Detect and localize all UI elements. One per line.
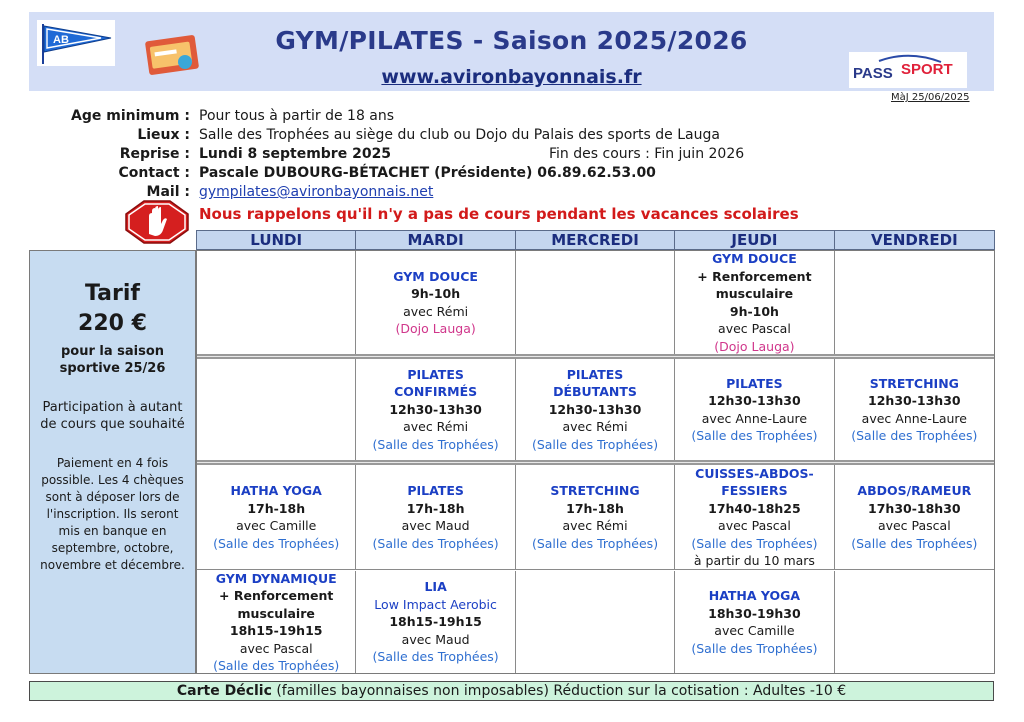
- course-name: PILATES: [407, 483, 464, 498]
- course-coach: avec Rémi: [403, 419, 469, 435]
- course-coach: avec Anne-Laure: [701, 410, 808, 426]
- course-location: (Salle des Trophées): [372, 649, 499, 665]
- course-gym-dynamique: [197, 571, 356, 673]
- cell-vendredi-evening-2: [835, 571, 994, 673]
- tarif-title: Tarif: [85, 281, 140, 306]
- course-name: ABDOS/RAMEUR: [857, 483, 972, 498]
- course-time: 17h40-18h25: [708, 500, 801, 516]
- course-pilates-debutants: [516, 359, 675, 460]
- course-extra: + Renforcement: [219, 588, 334, 603]
- cell-lundi-midday: [197, 359, 356, 460]
- schedule-row-midday: [197, 359, 994, 460]
- course-name-cont: FESSIERS: [721, 483, 788, 498]
- course-cuisses-abdos-fessiers: [675, 465, 834, 569]
- cell-vendredi-morning: [835, 251, 994, 354]
- age-value: Pour tous à partir de 18 ans: [199, 108, 395, 124]
- course-location: (Salle des Trophées): [851, 535, 978, 551]
- course-level: CONFIRMÉS: [394, 384, 478, 400]
- carte-declic-label: Carte Déclic: [176, 683, 272, 699]
- course-name: STRETCHING: [869, 375, 959, 391]
- lieux-value: Salle des Trophées au siège du club ou Dojo du Palais des sports de Lauga: [199, 127, 720, 143]
- course-coach: avec Rémi: [562, 518, 628, 533]
- course-coach: avec Pascal: [877, 518, 951, 533]
- lieux-label: Lieux :: [137, 127, 190, 143]
- course-time: 17h-18h: [566, 500, 624, 516]
- page-title: GYM/PILATES - Saison 2025/2026: [275, 26, 748, 55]
- course-name: GYM DOUCE: [712, 251, 797, 266]
- course-start-note: à partir du 10 mars: [693, 553, 815, 568]
- reprise-label: Reprise :: [119, 146, 190, 162]
- day-header-lundi: LUNDI: [197, 231, 356, 249]
- course-location: (Salle des Trophées): [691, 428, 818, 443]
- carte-declic-footer: [29, 681, 994, 701]
- contact-value: Pascale DUBOURG-BÉTACHET (Présidente) 06.89.62.53.00: [199, 165, 656, 181]
- course-name: STRETCHING: [550, 483, 640, 498]
- course-name: GYM DOUCE: [393, 268, 478, 284]
- course-name: GYM DYNAMIQUE: [215, 570, 337, 586]
- tarif-price: 220 €: [78, 311, 147, 336]
- course-time: 9h-10h: [729, 303, 779, 319]
- stop-hand-icon: [125, 200, 189, 244]
- reprise-value: Lundi 8 septembre 2025: [199, 146, 392, 162]
- pass-sport-logo: [849, 52, 967, 88]
- course-level: DÉBUTANTS: [553, 384, 637, 400]
- tarif-panel: [29, 250, 196, 674]
- course-location: (Dojo Lauga): [395, 321, 476, 336]
- course-time: 18h15-19h15: [389, 614, 482, 630]
- course-coach: avec Maud: [401, 518, 470, 533]
- age-label: Age minimum :: [71, 108, 190, 124]
- tarif-participation: Participation à autant de cours que souhaité: [40, 400, 185, 432]
- course-stretching-vendredi: [835, 359, 994, 460]
- course-time: 12h30-13h30: [548, 401, 642, 417]
- cell-mercredi-evening-2: [516, 571, 675, 673]
- holiday-notice: Nous rappelons qu'il n'y a pas de cours pendant les vacances scolaires: [199, 205, 799, 223]
- schedule-row-morning: [197, 251, 994, 354]
- course-coach: avec Camille: [714, 623, 795, 638]
- fin-des-cours: Fin des cours : Fin juin 2026: [549, 146, 745, 162]
- course-pilates-jeudi: [675, 359, 834, 460]
- course-name: CUISSES-ABDOS-: [695, 465, 814, 481]
- course-location: (Salle des Trophées): [213, 658, 340, 673]
- tarif-payment: Paiement en 4 fois possible. Les 4 chèques sont à déposer lors de l'inscription. Ils seront mis en banque en septembre, octobre, novembre et décembre.: [40, 456, 185, 572]
- tarif-season-line1: pour la saison: [60, 344, 165, 359]
- day-header-jeudi: JEUDI: [675, 231, 834, 249]
- course-coach: avec Camille: [236, 518, 317, 533]
- course-subtitle: Low Impact Aerobic: [374, 596, 497, 612]
- course-name: LIA: [424, 579, 447, 595]
- course-location: (Salle des Trophées): [691, 640, 818, 656]
- course-hatha-yoga-jeudi: [675, 571, 834, 673]
- course-location: (Salle des Trophées): [372, 436, 499, 452]
- update-date: MàJ 25/06/2025: [891, 92, 970, 103]
- info-labels: [38, 107, 190, 202]
- website-link[interactable]: www.avironbayonnais.fr: [381, 66, 642, 88]
- course-hatha-yoga-lundi: [197, 465, 356, 569]
- course-time: 9h-10h: [411, 286, 461, 301]
- course-coach: avec Pascal: [239, 640, 313, 656]
- course-time: 17h-18h: [406, 500, 465, 516]
- course-extra: musculaire: [237, 605, 315, 621]
- course-coach: avec Rémi: [403, 303, 469, 319]
- course-name: HATHA YOGA: [230, 483, 322, 498]
- svg-text:AB: AB: [53, 34, 69, 46]
- course-time: 12h30-13h30: [389, 401, 482, 417]
- svg-text:SPORT: SPORT: [901, 61, 953, 78]
- course-coach: avec Rémi: [562, 419, 628, 435]
- course-pilates-confirmes: [356, 359, 515, 460]
- header-band: [29, 12, 994, 91]
- day-header-mardi: MARDI: [356, 231, 515, 249]
- course-name: PILATES: [726, 375, 783, 391]
- schedule-row-evening-2: [197, 571, 994, 673]
- course-extra: + Renforcement: [697, 268, 812, 284]
- course-time: 17h-18h: [247, 500, 306, 516]
- contact-label: Contact :: [118, 165, 190, 181]
- course-lia: [356, 571, 515, 673]
- day-header-mercredi: MERCREDI: [516, 231, 675, 249]
- course-location: (Salle des Trophées): [691, 535, 818, 551]
- course-time: 12h30-13h30: [868, 393, 961, 408]
- svg-text:PASS: PASS: [853, 65, 893, 82]
- course-location: (Salle des Trophées): [213, 535, 340, 551]
- cell-mercredi-morning: [516, 251, 675, 354]
- info-values: [199, 107, 745, 202]
- course-location: (Salle des Trophées): [531, 535, 659, 551]
- schedule-grid: [196, 250, 995, 674]
- course-time: 18h15-19h15: [229, 623, 323, 638]
- carte-declic-text: (familles bayonnaises non imposables) Réduction sur la cotisation : Adultes -10 €: [271, 683, 847, 699]
- course-coach: avec Maud: [401, 631, 470, 647]
- course-name: PILATES: [407, 366, 464, 382]
- email-link[interactable]: gympilates@avironbayonnais.net: [199, 184, 434, 200]
- mail-label: Mail :: [146, 184, 190, 200]
- course-time: 12h30-13h30: [708, 393, 801, 408]
- course-coach: avec Pascal: [718, 321, 791, 336]
- course-pilates-mardi: [356, 465, 515, 569]
- days-header-row: [196, 230, 995, 250]
- course-time: 17h30-18h30: [868, 500, 961, 516]
- tarif-season-line2: sportive 25/26: [59, 361, 166, 376]
- course-gym-douce-jeudi: [675, 251, 834, 354]
- course-coach: avec Anne-Laure: [861, 410, 967, 426]
- course-name: HATHA YOGA: [708, 588, 801, 603]
- course-name: PILATES: [566, 366, 624, 382]
- course-location: (Salle des Trophées): [372, 535, 499, 551]
- course-location: (Salle des Trophées): [851, 428, 978, 443]
- course-location: (Salle des Trophées): [531, 436, 659, 452]
- course-stretching-mercredi: [516, 465, 675, 569]
- course-time: 18h30-19h30: [708, 605, 801, 621]
- course-gym-douce-mardi: [356, 251, 515, 354]
- schedule-row-evening-1: [197, 465, 994, 570]
- course-extra: musculaire: [715, 286, 794, 301]
- course-coach: avec Pascal: [718, 518, 791, 533]
- course-abdos-rameur: [835, 465, 994, 569]
- day-header-vendredi: VENDREDI: [870, 231, 958, 249]
- course-location: (Dojo Lauga): [714, 338, 795, 354]
- cell-lundi-morning: [197, 251, 356, 354]
